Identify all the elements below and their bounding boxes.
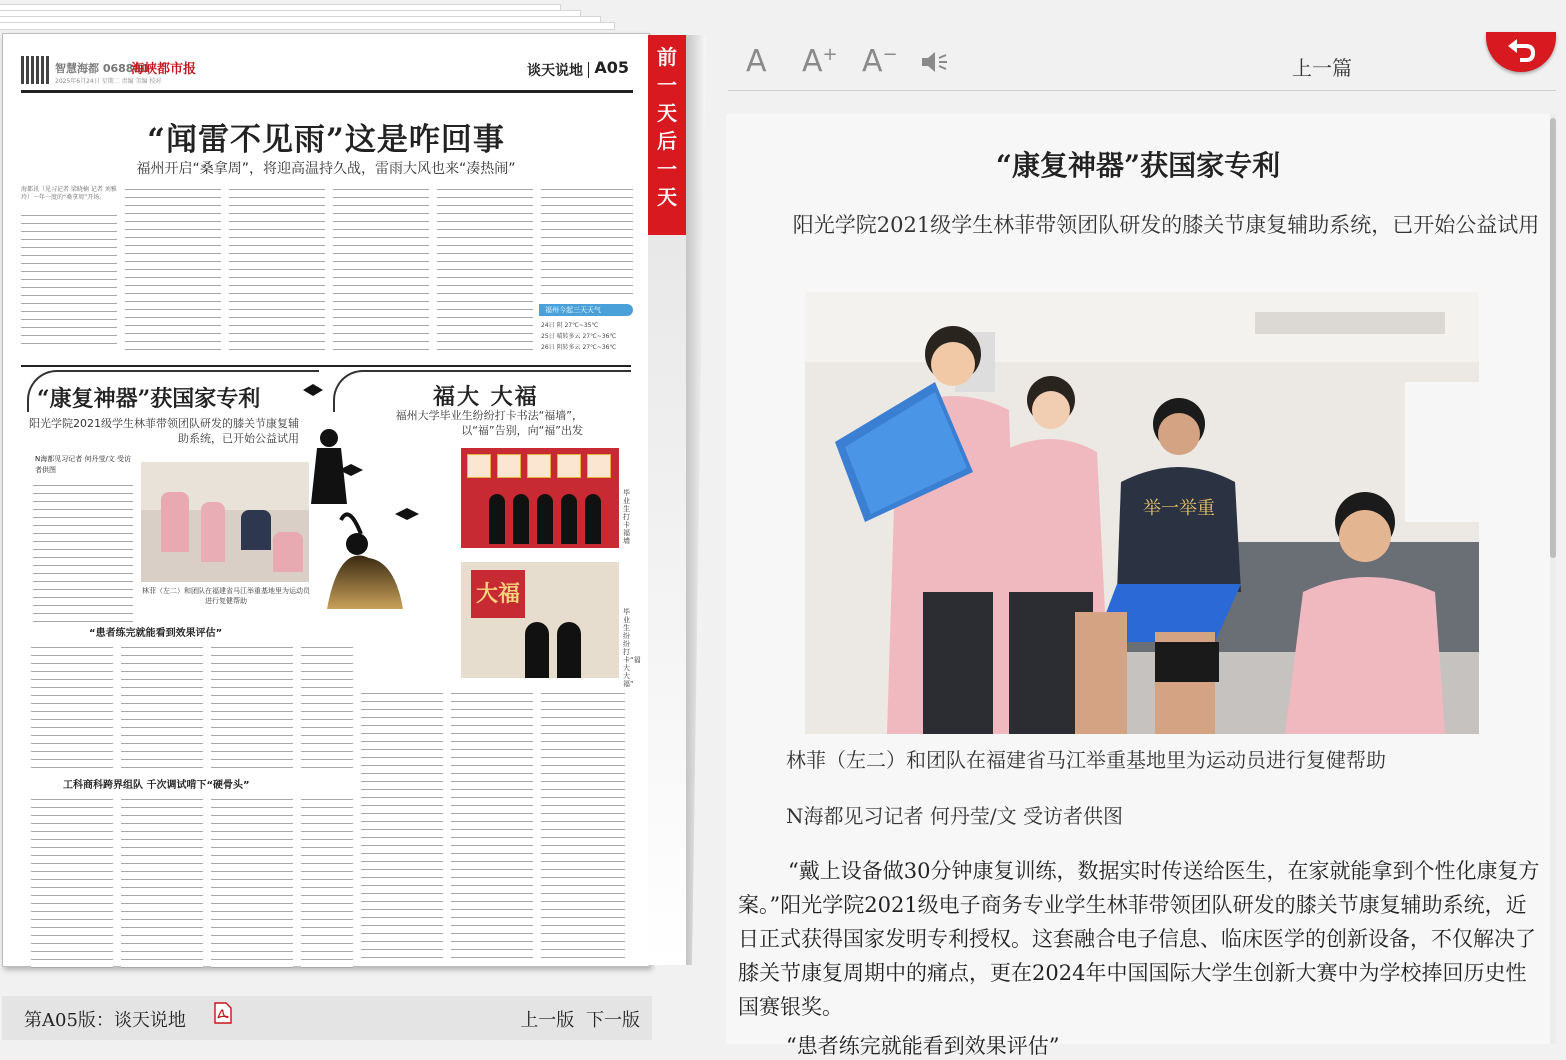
- edition-bar: [2, 996, 652, 1040]
- text-column: [31, 644, 113, 770]
- vertical-caption: 毕业生纷纷打卡“福大大福”: [623, 608, 641, 688]
- text-column: [21, 212, 117, 350]
- masthead-sub: 智慧海都 068880: [55, 62, 149, 75]
- newspaper-page[interactable]: [2, 33, 650, 967]
- article1-headline[interactable]: “康复神器”获国家专利: [37, 386, 261, 412]
- text-column: [451, 690, 533, 960]
- article-subhead: “患者练完就能看到效果评估”: [786, 1034, 1060, 1058]
- article1-thumbnail[interactable]: [141, 462, 309, 582]
- text-column: [361, 690, 443, 960]
- text-column: [211, 796, 293, 968]
- article2-subheadline: 福州大学毕业生纷纷打卡书法“福墙”，以“福”告别，向“福”出发: [395, 409, 583, 437]
- scrollbar-thumb[interactable]: [1550, 118, 1556, 558]
- weather-table: 24日 阴 27℃~35℃ 25日 晴转多云 27℃~36℃ 26日 阴转多云 27℃~36℃: [541, 322, 617, 351]
- text-column: [125, 186, 221, 350]
- article-byline: N海都见习记者 何丹莹/文 受访者供图: [786, 804, 1123, 828]
- text-column: [211, 644, 293, 770]
- pdf-icon[interactable]: [213, 1002, 233, 1024]
- text-column: [229, 186, 325, 350]
- text-column: [301, 644, 353, 770]
- masthead-logo: 海峡都市报: [131, 62, 197, 77]
- page-curl: [648, 235, 687, 965]
- section-divider: [21, 365, 631, 367]
- lead-text: 海都讯（见习记者 梁晓楠 记者 刘雅玲）一年一度的“桑拿周”开场。: [21, 186, 117, 201]
- text-column: [33, 482, 133, 622]
- back-button[interactable]: [1486, 32, 1556, 72]
- weather-tag: 福州今起三天天气: [539, 304, 633, 316]
- text-column: [541, 690, 625, 960]
- font-increase-button[interactable]: A+: [802, 44, 838, 79]
- day-nav-tab[interactable]: 前 一 天 后 一 天: [648, 35, 686, 235]
- article-photo[interactable]: [805, 292, 1479, 734]
- vertical-caption: 毕业生打卡福墙: [623, 489, 630, 545]
- article-paragraph: “戴上设备做30分钟康复训练，数据实时传送给医生，在家就能拿到个性化康复方案。”阳光学院2021级电子商务专业学生林菲带领团队研发的膝关节康复辅助系统，近日正式获得国家发明专利授权。这套融合电子信息、临床医学的创新设备，不仅解决了膝关节康复周期中的痛点，更在2024年中国国际大学生创新大赛中为学校捧回历史性国赛银奖。: [738, 859, 1540, 1019]
- text-column: [437, 186, 533, 350]
- photo-caption: 林菲（左二）和团队在福建省马江举重基地里为运动员进行复健帮助: [786, 748, 1386, 772]
- next-page-link[interactable]: 下一版: [586, 1010, 640, 1031]
- page-pager: [514, 1006, 640, 1032]
- masthead: [21, 56, 633, 93]
- text-column: [333, 186, 429, 350]
- font-decrease-button[interactable]: A−: [862, 44, 898, 79]
- article-title: “康复神器”获国家专利: [995, 149, 1281, 182]
- text-column: [541, 186, 633, 296]
- page-subheadline: 福州开启“桑拿周”，将迎高温持久战，雷雨大风也来“凑热闹”: [136, 161, 516, 177]
- back-arrow-icon: [1506, 38, 1536, 64]
- prev-page-link[interactable]: 上一版: [520, 1010, 575, 1031]
- font-reset-button[interactable]: A: [746, 44, 767, 79]
- article1-subhead: 工科商科跨界组队 千次调试啃下“硬骨头”: [63, 780, 250, 791]
- prev-article-link[interactable]: 上一篇: [1292, 56, 1352, 80]
- grad-photo-dafu[interactable]: 大福: [461, 562, 619, 678]
- speaker-icon[interactable]: [920, 49, 950, 75]
- text-column: [31, 796, 113, 968]
- reader-toolbar: [728, 36, 1556, 91]
- page-headline[interactable]: “闻雷不见雨”这是咋回事: [147, 122, 505, 158]
- article-subtitle: 阳光学院2021级学生林菲带领团队研发的膝关节康复辅助系统，已开始公益试用: [792, 213, 1540, 237]
- masthead-date: 2025年6月24日 星期二 责编 美编 校对: [55, 78, 162, 85]
- article1-subheadline: 阳光学院2021级学生林菲带领团队研发的膝关节康复辅助系统，已开始公益试用: [29, 417, 299, 445]
- graduate-silhouette: [299, 394, 459, 614]
- article1-subhead: “患者练完就能看到效果评估”: [89, 628, 223, 639]
- text-column: [121, 796, 203, 968]
- article1-caption: 林菲（左二）和团队在福建省马江举重基地里为运动员进行复健帮助: [142, 587, 310, 605]
- edition-label: 第A05版：谈天说地: [24, 1010, 186, 1031]
- section-name: 谈天说地: [527, 63, 583, 79]
- page-number: A05: [594, 58, 629, 77]
- article2-headline[interactable]: 福大 大福: [433, 384, 539, 410]
- qr-code-icon: [21, 56, 49, 84]
- page-curl-shadow: [686, 35, 706, 965]
- page-stack: [0, 0, 620, 30]
- article-panel[interactable]: [726, 114, 1550, 1058]
- text-column: [301, 796, 353, 968]
- shirt-text: 举一举重: [1143, 498, 1215, 519]
- masthead-divider: [588, 62, 589, 78]
- text-column: [121, 644, 203, 770]
- article1-byline: N海都见习记者 何丹莹/文 受访者供图: [35, 455, 132, 474]
- grad-photo-fu-wall[interactable]: [461, 448, 619, 548]
